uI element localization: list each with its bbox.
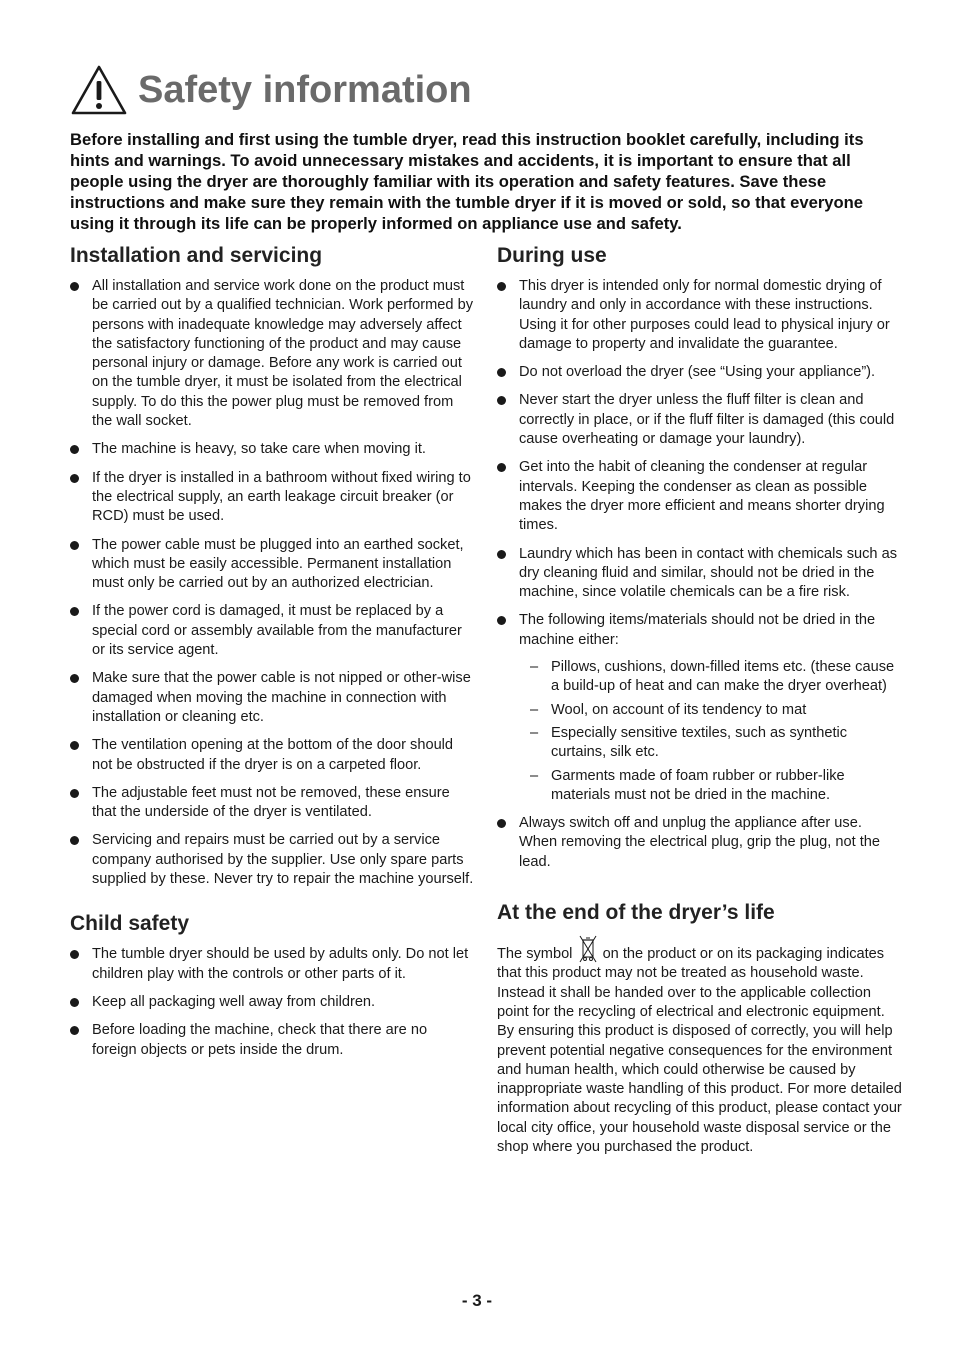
list-item: Never start the dryer unless the fluff filter is clean and correctly in place, or if the fluff filter is damaged (this could cause overheating or damage your laundry). — [497, 391, 904, 449]
list-item: The ventilation opening at the bottom of the door should not be obstructed if the dryer is on a carpeted floor. — [70, 736, 475, 775]
list-item: Do not overload the dryer (see “Using your appliance”). — [497, 363, 904, 382]
list-item-with-sublist — [497, 611, 904, 805]
list-item: Keep all packaging well away from children. — [70, 993, 475, 1012]
list-item: If the dryer is installed in a bathroom without fixed wiring to the electrical supply, an earth leakage circuit breaker (or RCD) must be used. — [70, 469, 475, 527]
installation-heading: Installation and servicing — [70, 244, 323, 267]
sub-list-item: – Wool, on account of its tendency to mat — [519, 701, 904, 720]
child-safety-heading: Child safety — [70, 912, 190, 936]
page-number: - 3 - — [461, 1291, 493, 1310]
list-item: This dryer is intended only for normal domestic drying of laundry and only in accordance with these instructions. Using it for other purposes could lead to physical injury or damage to property and invalidate the guarantee. — [497, 277, 904, 354]
eol-text-rest: on the product or on its packaging indicates that this product may not be treated as household waste. Instead it shall be handed over to the applicable collection point for the recycling of electrical and electronic equipment. By ensuring this product is disposed of correctly, you will help prevent potential negative consequences for the environment and human health, which could otherwise be caused by inappropriate waste handling of this product. For more detailed information about recycling of this product, please contact your local city office, your household waste disposal service or the shop where you purchased the product. — [497, 946, 902, 1155]
list-item: The tumble dryer should be used by adults only. Do not let children play with the controls or other parts of it. — [70, 945, 475, 984]
list-item: Laundry which has been in contact with chemicals such as dry cleaning fluid and similar, should not be dried in the machine, since volatile chemicals can be a fire risk. — [497, 545, 904, 603]
end-of-life-heading: At the end of the dryer’s life — [497, 901, 775, 925]
list-item: The adjustable feet must not be removed, these ensure that the underside of the dryer is ventilated. — [70, 784, 475, 823]
list-item: All installation and service work done on the product must be carried out by a qualified technician. Work performed by persons with inadequate knowledge may adversely affect the satisfactory functioning of the product and may cause personal injury or damage. Before any work is carried out on the tumble dryer, it must be isolated from the electrical supply. To do this the power plug must be removed from the wall socket. — [70, 277, 475, 431]
list-item: Before loading the machine, check that there are no foreign objects or pets inside the drum. — [70, 1021, 475, 1060]
eol-text-start: The symbol — [497, 946, 573, 963]
unsuitable-items-list — [519, 658, 904, 805]
list-item: Always switch off and unplug the appliance after use. When removing the electrical plug, grip the plug, not the lead. — [497, 814, 904, 872]
page-header — [70, 62, 472, 118]
right-column — [497, 243, 904, 1157]
sub-list-item: – Especially sensitive textiles, such as synthetic curtains, silk etc. — [519, 724, 904, 763]
page-title: Safety information — [138, 68, 472, 111]
list-item: Get into the habit of cleaning the condenser at regular intervals. Keeping the condenser as clean as possible makes the dryer more efficient and means shorter drying times. — [497, 458, 904, 535]
during-use-heading: During use — [497, 244, 607, 267]
child-safety-list — [70, 945, 475, 1059]
list-item: Servicing and repairs must be carried out by a service company authorised by the supplier. Use only spare parts supplied by these. Never try to repair the machine yourself. — [70, 831, 475, 889]
list-item: Make sure that the power cable is not nipped or other-wise damaged when moving the machine in connection with installation or cleaning etc. — [70, 669, 475, 727]
list-item: If the power cord is damaged, it must be replaced by a special cord or assembly available from the manufacturer or its service agent. — [70, 602, 475, 660]
end-of-life-paragraph — [497, 934, 904, 1157]
left-column — [70, 243, 475, 1069]
crossed-out-wheelie-bin-icon — [578, 934, 598, 964]
intro-paragraph: Before installing and first using the tumble dryer, read this instruction booklet carefully, including its hints and warnings. To avoid unnecessary mistakes and accidents, it is important to ensure that all people using the dryer are thoroughly familiar with its operation and safety features. Save these instructions and make sure they remain with the tumble dryer if it is moved or sold, so that everyone using it through its life can be properly informed on appliance use and safety. — [70, 130, 864, 233]
list-item: The machine is heavy, so take care when moving it. — [70, 440, 475, 459]
warning-triangle-icon — [70, 64, 128, 116]
during-use-list — [497, 277, 904, 872]
sub-list-item: – Garments made of foam rubber or rubber-like materials must not be dried in the machine. — [519, 767, 904, 806]
installation-list — [70, 277, 475, 889]
sub-list-item: – Pillows, cushions, down-filled items etc. (these cause a build-up of heat and can make the dryer overheat) — [519, 658, 904, 697]
list-item-text: The following items/materials should not be dried in the machine either: — [519, 612, 876, 648]
list-item: The power cable must be plugged into an earthed socket, which must be easily accessible. Permanent installation must only be carried out by an authorized electrician. — [70, 536, 475, 594]
